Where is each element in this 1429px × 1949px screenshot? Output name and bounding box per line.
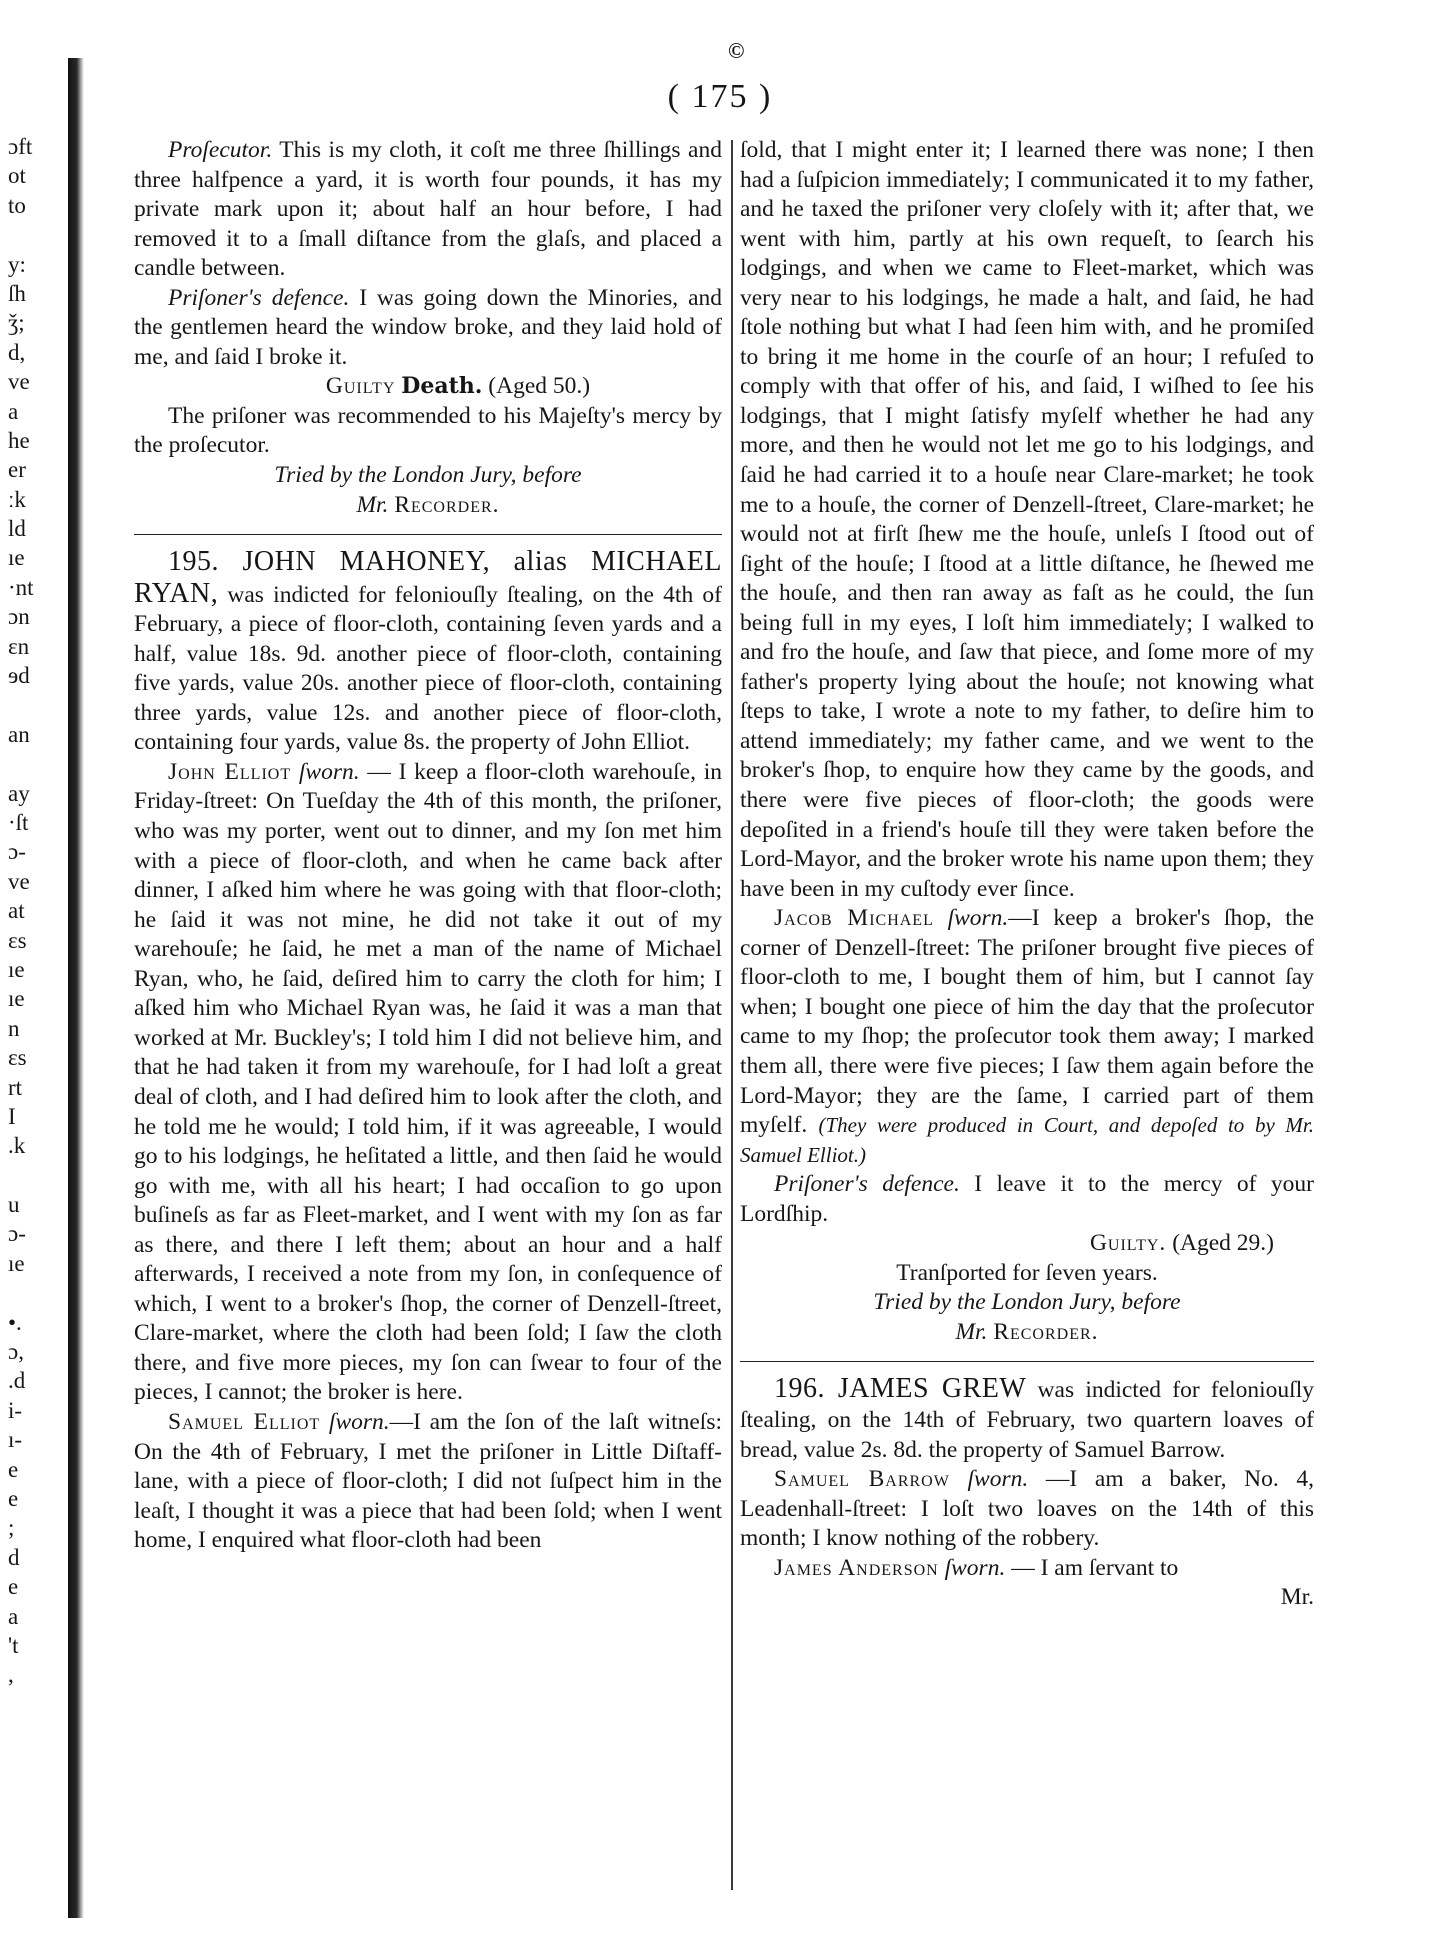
- defence-paragraph-2: [740, 1170, 1314, 1229]
- paragraph-text: I was going down the Minories, and the gentlemen heard the window broke, and they laid hold of me, and ſaid I broke it.: [134, 284, 722, 370]
- mr-text: Mr.: [955, 1318, 988, 1345]
- bleed-fragment: i-: [8, 1397, 23, 1423]
- case-separator: [134, 534, 722, 535]
- john-elliot-testimony: [134, 758, 722, 1408]
- bleed-fragment: e: [8, 1485, 19, 1511]
- tried-text: Tried by the London Jury, before: [274, 462, 582, 489]
- bleed-fragment: rt: [8, 1074, 23, 1100]
- age-text: (Aged 50.): [488, 373, 591, 400]
- bleed-fragment: [8, 1161, 58, 1190]
- bleed-fragment: e: [8, 1456, 19, 1482]
- binding-shadow: [68, 58, 84, 1918]
- catchword: Mr.: [1280, 1584, 1314, 1611]
- left-column: [134, 136, 722, 1556]
- sworn-text: ſworn.: [947, 905, 1009, 932]
- tried-line: [134, 461, 722, 491]
- bleed-fragment: ,: [8, 1662, 14, 1688]
- witness-name: Samuel Barrow: [774, 1466, 950, 1493]
- case-heading: 195. JOHN MAHONEY, alias MICHAEL RYAN,: [134, 546, 722, 609]
- bleed-fragment: ·nt: [8, 574, 34, 600]
- recorder-line: [134, 491, 722, 521]
- tried-text: Tried by the London Jury, before: [873, 1289, 1181, 1316]
- case-195-indictment: [134, 547, 722, 758]
- paragraph-text: — I am ſervant to: [1005, 1554, 1179, 1581]
- paragraph-text: This is my cloth, it coſt me three ſhillings and three halfpence a yard, it is worth four pounds, it has my private mark upon it; about half an hour before, I had removed it to a ſmall diſtance from the glaſs, and placed a candle between.: [134, 137, 722, 282]
- sworn-text: ſworn.: [328, 1408, 390, 1435]
- bleed-fragment: ıe: [8, 956, 25, 982]
- bleed-fragment: ɛs: [8, 927, 27, 953]
- bleed-fragment: ıe: [8, 986, 25, 1012]
- bleed-fragment: ;: [8, 1515, 15, 1541]
- mr-text: Mr.: [356, 491, 389, 518]
- case-heading: 196. JAMES GREW: [774, 1373, 1027, 1405]
- bleed-fragment: [8, 220, 58, 249]
- bleed-fragment: e: [8, 1574, 19, 1600]
- sentence-word: Death.: [401, 373, 483, 400]
- bleed-fragment: n: [8, 1015, 20, 1041]
- sworn-text: ſworn.: [298, 758, 360, 785]
- recorder-text: Recorder.: [394, 491, 500, 518]
- age-text: (Aged 29.): [1172, 1230, 1274, 1257]
- sworn-text: ſworn.: [944, 1554, 1006, 1581]
- verdict-line-2: [740, 1229, 1314, 1259]
- bleed-fragment: an: [8, 721, 30, 747]
- paragraph-text: —I am the ſon of the laſt witneſs: On the 4th of February, I met the priſoner in Little Diſtaff-lane, with a piece of floor-cloth; I did not ſuſpect him in the leaſt, I thought it was a piece that had been ſold; when I went home, I enquired what floor-cloth had been: [134, 1408, 723, 1554]
- bleed-fragment: at: [8, 898, 25, 924]
- continued-testimony: ſold, that I might enter it; I learned there was none; I then had a ſuſpicion immediately; I communicated it to my father, and he taxed the priſoner very cloſely with it; after that, we went with him, partly at his own requeſt, to ſearch his lodgings, and when we came to Fleet-market, which was very near to his lodgings, he made a halt, and ſaid, he had ſtole nothing but what I had ſeen him with, and he promiſed to bring it me home in the courſe of an hour; I refuſed to comply with that offer of his, and ſaid, I wiſhed to ſee his lodgings, that I might ſatisfy myſelf whether he had any more, and then he would not let me go to his lodgings, and ſaid he had carried it to a houſe near Clare-market; he took me to a houſe, the corner of Denzell-ſtreet, Clare-market; he would not at firſt ſhew me the houſe, unleſs I ſtood out of ſight of the houſe; I ſtood at a little diſtance, he ſhewed me the houſe, and then ran away as faſt as he could, the ſun being full in my eyes, I loſt him immediately; I walked to and fro the houſe, and ſaw that piece, and ſome more of my father's property lying about the houſe; not knowing what ſteps to take, I wrote a note to my father, to deſire him to attend immediately; my father came, and we went to the broker's ſhop, to enquire how they came by the goods, and there were five pieces of floor-cloth; the goods were depoſited in a friend's houſe till they were taken before the Lord-Mayor, and the broker wrote his name upon them; they have been in my cuſtody ever ſince.: [740, 137, 1314, 902]
- bleed-fragment: ſh: [8, 280, 26, 306]
- sentence-line: Tranſported for ſeven years.: [896, 1259, 1158, 1286]
- bleed-fragment: .d: [8, 1368, 26, 1394]
- bleed-fragment: .k: [8, 1133, 26, 1159]
- bleed-fragment: ay: [8, 780, 30, 806]
- bleed-fragment: to: [8, 192, 26, 218]
- bleed-fragment: 't: [8, 1632, 19, 1658]
- speaker-label: Proſecutor.: [168, 137, 273, 163]
- bleed-fragment: a: [8, 398, 19, 424]
- recorder-line-2: [740, 1318, 1314, 1348]
- right-column: [740, 136, 1314, 1613]
- paragraph-text: I leave it to the mercy of your Lordſhip.: [740, 1171, 1315, 1227]
- paragraph-text: was indicted for feloniouſly ſtealing, on the 14th of February, two quartern loaves of bread, value 2s. 8d. the property of Samuel Barrow.: [740, 1377, 1314, 1463]
- header-ornament: ©: [728, 38, 745, 63]
- bleed-fragment: ıe: [8, 1250, 25, 1276]
- page-number: ( 175 ): [667, 78, 773, 115]
- column-divider: [731, 140, 733, 1890]
- bleed-fragment: u: [8, 1192, 20, 1218]
- jacob-michael-testimony: [740, 904, 1314, 1170]
- bleed-fragment: ɘd: [8, 663, 30, 689]
- bleed-fragment: ːk: [8, 486, 26, 512]
- defence-paragraph: [134, 284, 722, 373]
- bleed-fragment: ɔn: [8, 604, 30, 630]
- bleed-fragment: y:: [8, 251, 26, 277]
- bleed-fragment: [8, 1278, 58, 1307]
- sworn-text: ſworn.: [967, 1466, 1029, 1493]
- prosecutor-paragraph: [134, 136, 722, 284]
- bleed-fragment: ɔft: [8, 134, 33, 159]
- bleed-fragment: d,: [8, 339, 26, 365]
- case-196-indictment: [740, 1374, 1314, 1465]
- verdict-word: Guilty.: [1089, 1230, 1167, 1257]
- witness-name: James Anderson: [774, 1554, 939, 1581]
- speaker-label: Priſoner's defence.: [168, 284, 350, 311]
- paragraph-text: — I keep a floor-cloth warehouſe, in Friday-ſtreet: On Tueſday the 4th of this month, the priſoner, who was my porter, went out to dinner, and my ſon met him with a piece of floor-cloth, and when he came back after dinner, I aſked him where he was going with that floor-cloth; he ſaid it was not mine, he did not take it out of my warehouſe; he ſaid, he met a man of the name of Michael Ryan, who, he ſaid, deſired him to carry the cloth for him; I aſked him who Michael Ryan was, he ſaid it was a man that worked at Mr. Buckley's; I told him I did not believe him, and that he had taken it from my warehouſe, for I had loſt a great deal of cloth, and I had deſired him to look after the cloth, and he told me he would; I told him, if it was agreeable, I would go to his lodgings, he heſitated a little, and then ſaid he would go with me, with all his heart; I had occaſion to go upon buſineſs as far as Fleet-market, and I went with my ſon as far as there, and there I left them; about an hour and a half afterwards, I received a note from my ſon, in conſequence of which, I went to a broker's ſhop, the corner of Denzell-ſtreet, Clare-market, where the cloth had been ſold; I ſaw the cloth there, and five more pieces, my ſon can ſwear to four of the pieces, I cannot; the broker is here.: [134, 758, 722, 1406]
- bleed-fragment: ıe: [8, 545, 25, 571]
- bleed-fragment: ı-: [8, 1427, 23, 1453]
- james-anderson-testimony: [740, 1554, 1314, 1584]
- previous-page-bleed: [8, 132, 58, 1690]
- paragraph-text: —I keep a broker's ſhop, the corner of Denzell-ſtreet: The priſoner brought five pieces of floor-cloth to me, I bought them of him, but I cannot ſay when; I bought one piece of him the day that the proſecutor came to my ſhop; the proſecutor took them away; I marked them all, there were five pieces; I ſaw them again before the Lord-Mayor; they are the ſame, I carried part of them myſelf.: [740, 905, 1314, 1139]
- bleed-fragment: d: [8, 1544, 20, 1570]
- bleed-fragment: ·ſt: [8, 809, 29, 835]
- recorder-text: Recorder.: [993, 1318, 1099, 1345]
- bleed-fragment: •.: [8, 1309, 22, 1335]
- bleed-fragment: ld: [8, 516, 26, 542]
- bleed-fragment: ɛs: [8, 1045, 27, 1071]
- samuel-elliot-testimony: [134, 1408, 722, 1556]
- bleed-fragment: he: [8, 427, 30, 453]
- paragraph-text: —I am a baker, No. 4, Leadenhall-ſtreet: I loſt two loaves on the 14th of this month; I know nothing of the robbery.: [740, 1466, 1315, 1552]
- bleed-fragment: ɔ-: [8, 839, 26, 865]
- bleed-fragment: [8, 749, 58, 778]
- bleed-fragment: ve: [8, 868, 30, 894]
- bleed-fragment: I: [8, 1103, 16, 1129]
- bleed-fragment: [8, 690, 58, 719]
- case-separator-2: [740, 1361, 1314, 1362]
- bleed-fragment: ve: [8, 369, 30, 395]
- witness-name: Jacob Michael: [774, 905, 934, 932]
- bleed-fragment: ɛn: [8, 633, 30, 659]
- bleed-fragment: ɔ-: [8, 1221, 26, 1247]
- bleed-fragment: ot: [8, 163, 26, 189]
- paragraph-text: was indicted for feloniouſly ſtealing, on the 4th of February, a piece of floor-cloth, containing ſeven yards and a half, value 18s. 9d. another piece of floor-cloth, containing five yards, value 20s. another piece of floor-cloth, containing three yards, value 12s. and another piece of floor-cloth, containing four yards, value 8s. the property of John Elliot.: [134, 581, 722, 756]
- samuel-barrow-testimony: [740, 1465, 1314, 1554]
- recommendation-paragraph: The priſoner was recommended to his Majeſty's mercy by the proſecutor.: [134, 402, 722, 459]
- bleed-fragment: a: [8, 1603, 19, 1629]
- speaker-label: Priſoner's defence.: [774, 1171, 960, 1198]
- verdict-line: [134, 372, 722, 402]
- witness-name: John Elliot: [168, 758, 292, 785]
- bleed-fragment: ǯ;: [8, 310, 25, 336]
- bleed-fragment: ɔ,: [8, 1339, 24, 1365]
- court-note: (They were produced in Court, and depoſed to by Mr. Samuel Elliot.): [740, 1113, 1315, 1167]
- bleed-fragment: er: [8, 457, 26, 483]
- verdict-word: Guilty: [325, 373, 396, 400]
- tried-line-2: [740, 1288, 1314, 1318]
- witness-name: Samuel Elliot: [168, 1408, 321, 1435]
